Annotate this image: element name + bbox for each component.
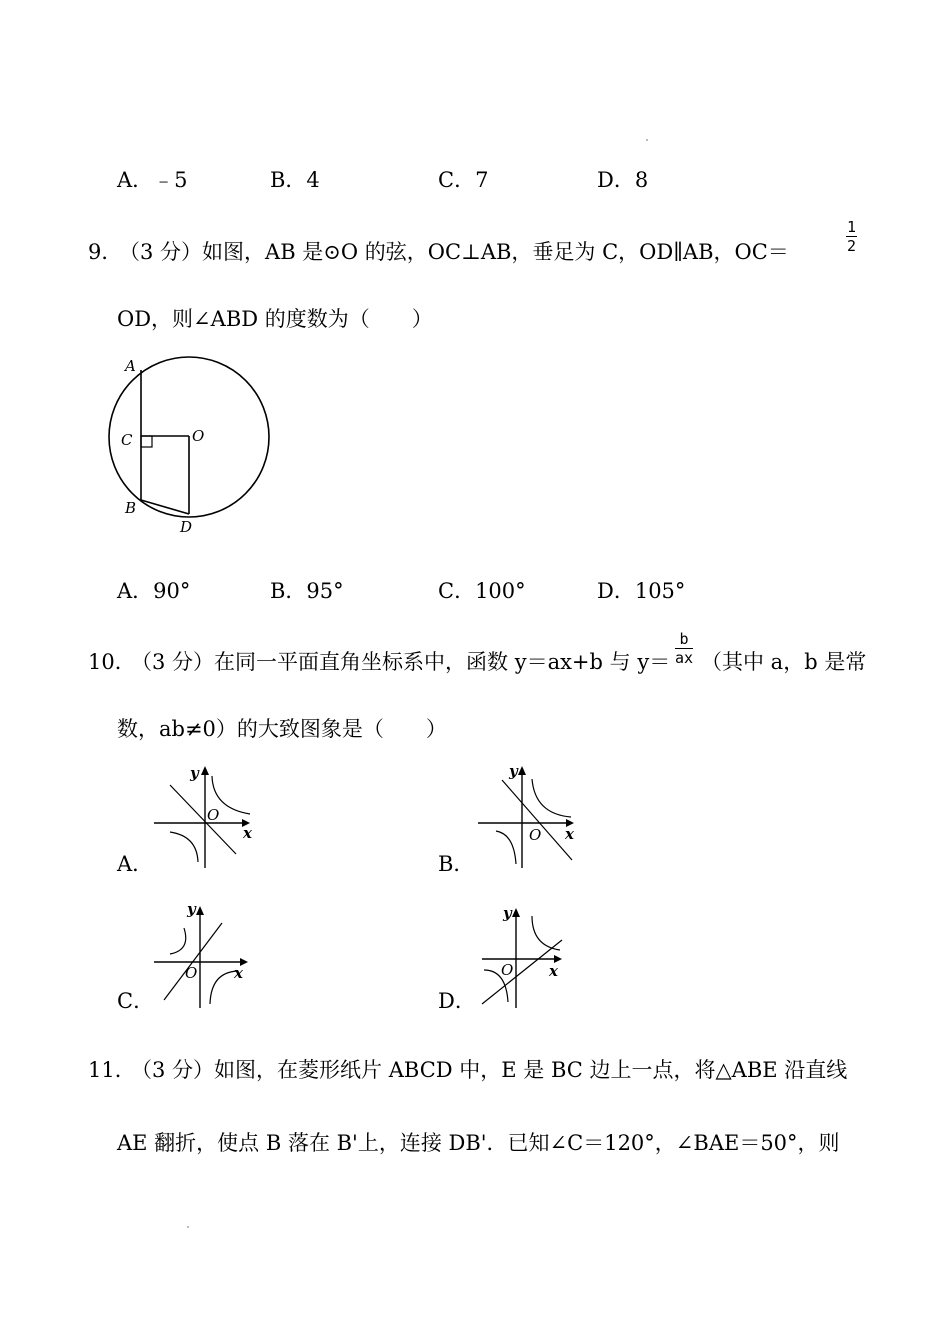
q9-circle-figure xyxy=(100,350,300,540)
q10-fraction xyxy=(675,631,693,666)
hyperbola-branch xyxy=(170,928,186,954)
q9-stem-line2: OD，则∠ABD 的度数为（ ） xyxy=(117,307,433,331)
q10-graph-d xyxy=(474,900,594,1030)
q10-fraction-numerator: b xyxy=(675,631,693,649)
q8-option-a: A．﹣5 xyxy=(117,168,188,192)
origin-label: O xyxy=(529,826,542,844)
q9-label-b: B xyxy=(125,499,137,517)
q10-stem-line1a: （3 分）在同一平面直角坐标系中，函数 y＝ax+b 与 y＝ xyxy=(131,650,671,674)
q9-option-b: B．95° xyxy=(270,579,344,603)
axis-x-label: x xyxy=(549,962,558,980)
q10-option-d: D． xyxy=(438,989,476,1013)
q11-stem-line1: （3 分）如图，在菱形纸片 ABCD 中，E 是 BC 边上一点，将△ABE 沿直线 xyxy=(131,1058,848,1082)
axis-y-label: y xyxy=(503,904,512,922)
q10-graph-a xyxy=(150,762,270,872)
q10-option-b: B． xyxy=(438,852,475,876)
q9-option-c: C．100° xyxy=(438,579,526,603)
q9-label-c: C xyxy=(121,431,133,449)
q9-fraction xyxy=(846,219,857,254)
q10-option-a: A． xyxy=(117,852,154,876)
q10-graph-b xyxy=(474,762,594,872)
axis-x-label: x xyxy=(565,825,574,843)
hyperbola-branch xyxy=(496,831,516,864)
q9-label-d: D xyxy=(180,518,193,536)
scan-speck xyxy=(646,139,648,141)
axis-y-label: y xyxy=(509,762,518,780)
hyperbola-branch xyxy=(170,832,198,862)
straight-line xyxy=(502,780,572,860)
q10-number: 10． xyxy=(88,650,136,674)
y-axis-arrow xyxy=(196,906,204,915)
q8-option-c: C．7 xyxy=(438,168,489,192)
q10-stem-line1b: （其中 a，b 是常 xyxy=(701,650,867,674)
q10-option-c: C． xyxy=(117,989,155,1013)
q9-label-a: A xyxy=(125,357,136,375)
axis-y-label: y xyxy=(190,764,199,782)
q9-option-d: D．105° xyxy=(597,579,686,603)
q11-number: 11． xyxy=(88,1058,136,1082)
q9-stem-line1: （3 分）如图，AB 是⊙O 的弦，OC⊥AB，垂足为 C，OD∥AB，OC＝ xyxy=(119,240,789,264)
q8-option-b: B．4 xyxy=(270,168,320,192)
y-axis-arrow xyxy=(518,766,526,775)
q9-fraction-numerator: 1 xyxy=(847,218,857,236)
q10-stem-line2: 数，ab≠0）的大致图象是（ ） xyxy=(117,717,447,741)
q9-fraction-denominator: 2 xyxy=(847,237,857,255)
q9-segment-bd xyxy=(141,500,189,514)
q9-right-angle-mark xyxy=(141,436,152,447)
origin-label: O xyxy=(501,961,514,979)
q11-stem-line2: AE 翻折，使点 B 落在 B'上，连接 DB'．已知∠C＝120°，∠BAE＝50°，则 xyxy=(117,1131,840,1155)
hyperbola-branch xyxy=(532,779,571,817)
axis-x-label: x xyxy=(243,824,252,842)
y-axis-arrow xyxy=(201,766,209,775)
y-axis-arrow xyxy=(512,908,520,917)
axis-y-label: y xyxy=(187,900,196,918)
origin-label: O xyxy=(185,964,198,982)
q9-label-o: O xyxy=(192,427,205,445)
q9-number: 9． xyxy=(88,240,123,264)
scan-speck xyxy=(187,1226,189,1228)
straight-line xyxy=(170,785,236,854)
q10-graph-c xyxy=(150,900,270,1030)
origin-label: O xyxy=(207,806,220,824)
q10-fraction-denominator: ax xyxy=(675,649,694,667)
axis-x-label: x xyxy=(234,964,243,982)
q9-option-a: A．90° xyxy=(117,579,191,603)
q8-option-d: D．8 xyxy=(597,168,649,192)
